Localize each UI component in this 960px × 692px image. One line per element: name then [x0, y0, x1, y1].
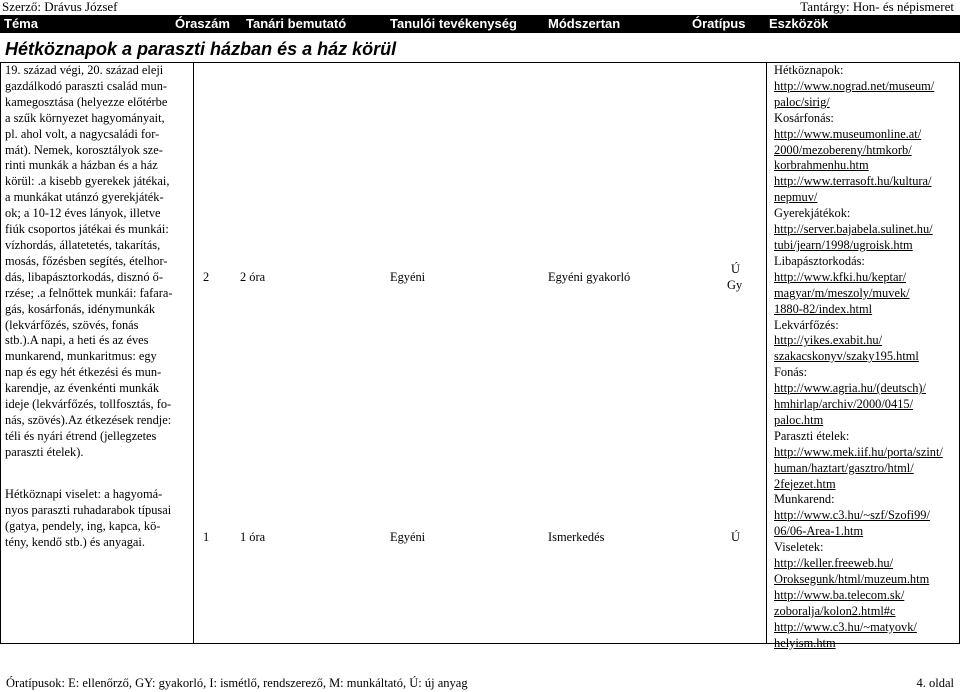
- resource-link[interactable]: http://www.terrasoft.hu/kultura/: [774, 174, 932, 189]
- tema-line: vízhordás, állatetetés, takarítás,: [5, 237, 161, 252]
- resource-link[interactable]: human/haztart/gasztro/html/: [774, 460, 914, 475]
- row1-tanari: 2 óra: [240, 270, 266, 284]
- resource-link[interactable]: http://keller.freeweb.hu/: [774, 556, 894, 571]
- footer-legend: Óratípusok: E: ellenőrző, GY: gyakorló, I: ismétlő, rendszerező, M: munkáltató, Ú: új anyag: [6, 676, 468, 690]
- resource-link[interactable]: tubi/jearn/1998/ugroisk.htm: [774, 237, 913, 252]
- header-tanari: Tanári bemutató: [246, 16, 347, 31]
- header-oratipus: Óratípus: [692, 16, 746, 31]
- tema-line: (lekvárfőzés, szövés, fonás: [5, 317, 139, 332]
- resource-link[interactable]: korbrahmenhu.htm: [774, 158, 869, 173]
- top-bar: [0, 0, 960, 16]
- resource-link[interactable]: szakacskonyv/szaky195.html: [774, 349, 919, 364]
- tema-line: stb.).A napi, a heti és az éves: [5, 333, 149, 348]
- row2-tanuloi: Egyéni: [390, 530, 426, 544]
- tema-line: körül: .a kisebb gyerekek játékai,: [5, 174, 170, 189]
- author: Szerző: Drávus József: [2, 0, 118, 14]
- resource-label: Kosárfonás:: [774, 110, 834, 125]
- tema-line: ok; a 10-12 éves lányok, illetve: [5, 206, 161, 221]
- tema-line: mát). Nemek, korosztályok sze-: [5, 142, 163, 157]
- eszkozok-list: [774, 63, 958, 652]
- tema-line: rzése; .a felnőttek munkái: fafara-: [5, 285, 173, 300]
- resource-link[interactable]: helyism.htm: [774, 635, 836, 650]
- resource-label: Lekvárfőzés:: [774, 317, 839, 332]
- tema-line: nyos paraszti ruhadarabok típusai: [5, 502, 172, 517]
- row1-tanuloi: Egyéni: [390, 270, 426, 284]
- table-divider: [766, 62, 767, 644]
- row2-tanari: 1 óra: [240, 530, 266, 544]
- tema-line: rinti munkák a házban és a ház: [5, 158, 158, 173]
- resource-link[interactable]: 1880-82/index.html: [774, 301, 873, 316]
- resource-link[interactable]: hmhirlap/archiv/2000/0415/: [774, 397, 914, 412]
- resource-link[interactable]: http://server.bajabela.sulinet.hu/: [774, 222, 933, 237]
- resource-link[interactable]: paloc/sirig/: [774, 94, 830, 109]
- row2-oratipus: Ú: [731, 530, 740, 544]
- tema-line: nás, szövés).Az étkezések rendje:: [5, 412, 172, 427]
- resource-link[interactable]: http://www.nograd.net/museum/: [774, 78, 935, 93]
- header-tema: Téma: [4, 16, 38, 31]
- lesson-table: [0, 62, 960, 650]
- table-header: [0, 15, 960, 33]
- table-border-left: [0, 62, 1, 644]
- tema-line: karendje, az évenkénti munkák: [5, 381, 160, 396]
- resource-label: Hétköznapok:: [774, 63, 844, 77]
- tema-line: gás, kosárfonás, idénymunkák: [5, 301, 156, 316]
- tema-line: kamegosztása (helyezze előtérbe: [5, 94, 168, 109]
- tema-line: pl. ahol volt, a nagycsaládi for-: [5, 126, 160, 141]
- resource-link[interactable]: zoboralja/kolon2.html#c: [774, 603, 896, 618]
- resource-link[interactable]: 2fejezet.htm: [774, 476, 836, 491]
- header-modszertan: Módszertan: [548, 16, 621, 31]
- tema-line: ideje (lekvárfőzés, tollfosztás, fo-: [5, 397, 172, 412]
- tema-line: (gatya, pendely, ing, kapca, kö-: [5, 518, 161, 533]
- resource-link[interactable]: http://www.ba.telecom.sk/: [774, 587, 905, 602]
- resource-label: Libapásztorkodás:: [774, 253, 865, 268]
- tema-line: gazdálkodó paraszti család mun-: [5, 78, 168, 93]
- row2-oraszam: 1: [203, 530, 210, 544]
- tema-line: paraszti ételek).: [5, 444, 84, 459]
- page-title: Hétköznapok a paraszti házban és a ház körül: [5, 39, 397, 59]
- tema-line: téli és nyári étrend (jellegzetes: [5, 428, 157, 443]
- page-number: 4. oldal: [916, 676, 954, 690]
- tema-line: Hétköznapi viselet: a hagyomá-: [5, 487, 163, 501]
- subject: Tantárgy: Hon- és népismeret: [800, 0, 954, 14]
- resource-label: Paraszti ételek:: [774, 428, 850, 443]
- resource-link[interactable]: magyar/m/meszoly/muvek/: [774, 285, 910, 300]
- resource-link[interactable]: nepmuv/: [774, 190, 818, 205]
- tema-line: nap és egy hét étkezési és mun-: [5, 365, 162, 380]
- resource-link[interactable]: http://www.c3.hu/~szf/Szofi99/: [774, 508, 930, 523]
- resource-link[interactable]: 06/06-Area-1.htm: [774, 524, 864, 539]
- resource-label: Munkarend:: [774, 492, 835, 507]
- header-eszkozok: Eszközök: [769, 16, 829, 31]
- resource-link[interactable]: http://www.agria.hu/(deutsch)/: [774, 381, 926, 396]
- row1-oratipus-practice: Gy: [727, 278, 743, 292]
- row1-modszertan: Egyéni gyakorló: [548, 270, 631, 284]
- resource-link[interactable]: Oroksegunk/html/muzeum.htm: [774, 572, 930, 586]
- resource-link[interactable]: http://www.c3.hu/~matyovk/: [774, 619, 917, 634]
- row1-oraszam: 2: [203, 270, 210, 284]
- resource-label: Viseletek:: [774, 540, 824, 555]
- row1-oratipus-new: Ú: [731, 262, 740, 276]
- resource-link[interactable]: http://www.kfki.hu/keptar/: [774, 269, 907, 284]
- resource-label: Fonás:: [774, 365, 808, 380]
- row1-tema: [5, 63, 191, 461]
- header-tanuloi: Tanulói tevékenység: [390, 16, 517, 31]
- tema-line: munkarend, munkaritmus: egy: [5, 349, 157, 364]
- resource-link[interactable]: http://yikes.exabit.hu/: [774, 333, 883, 348]
- header-oraszam: Óraszám: [175, 16, 230, 31]
- resource-link[interactable]: http://www.mek.iif.hu/porta/szint/: [774, 444, 943, 459]
- resource-link[interactable]: 2000/mezobereny/htmkorb/: [774, 142, 912, 157]
- tema-line: 19. század végi, 20. század eleji: [5, 63, 164, 77]
- tema-line: mosás, főzésben segítés, ételhor-: [5, 253, 168, 268]
- resource-link[interactable]: paloc.htm: [774, 412, 824, 427]
- resource-link[interactable]: http://www.museumonline.at/: [774, 126, 922, 141]
- row2-modszertan: Ismerkedés: [548, 530, 605, 544]
- table-divider: [193, 62, 194, 644]
- tema-line: dás, libapásztorkodás, disznó ő-: [5, 269, 163, 284]
- resource-label: Gyerekjátékok:: [774, 206, 851, 221]
- tema-line: fiúk csoportos játékai és munkái:: [5, 222, 169, 237]
- tema-line: a munkákat utánzó gyerekjáték-: [5, 190, 164, 205]
- tema-line: a szűk környezet hagyományait,: [5, 110, 165, 125]
- tema-line: tény, kendő stb.) és anyagai.: [5, 534, 145, 549]
- row2-tema: [5, 487, 191, 551]
